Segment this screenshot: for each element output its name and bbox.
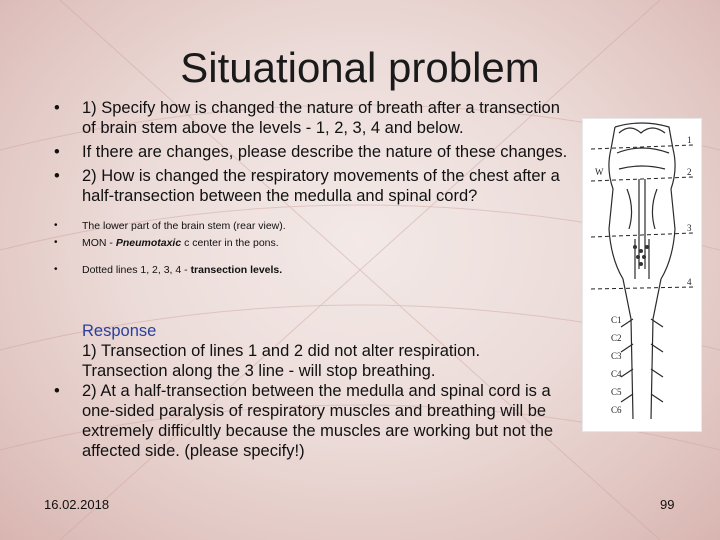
label-3: 3 bbox=[687, 223, 692, 233]
label-c4: C4 bbox=[611, 369, 622, 379]
label-c5: C5 bbox=[611, 387, 622, 397]
transection-line-4 bbox=[591, 287, 693, 289]
footer-page-number: 99 bbox=[660, 497, 675, 512]
brainstem-figure bbox=[582, 118, 702, 432]
note-pneumotaxic: Pneumotaxic bbox=[115, 237, 182, 249]
spinal-roots bbox=[621, 319, 663, 402]
note-brainstem: The lower part of the brain stem (rear view). bbox=[82, 220, 286, 232]
response-line-3: 2) At a half-transection between the medulla and spinal cord is a one-sided paralysis of respiratory muscles and breathing will be extremely difficultly because the muscles are working but not the affected side. (please specify!) bbox=[82, 382, 554, 460]
response-line-2: Transection along the 3 line - will stop breathing. bbox=[82, 362, 436, 380]
label-1: 1 bbox=[687, 135, 692, 145]
response-heading: Response bbox=[82, 322, 157, 340]
label-c1: C1 bbox=[611, 315, 622, 325]
bullet-dot: • bbox=[54, 167, 60, 185]
question-1b-text: If there are changes, please describe the nature of these changes. bbox=[82, 143, 568, 161]
question-1-text: 1) Specify how is changed the nature of breath after a transection of brain stem above the levels - 1, 2, 3, 4 and below. bbox=[82, 99, 560, 137]
note-dotted-prefix: Dotted lines 1, 2, 3, 4 - bbox=[82, 264, 191, 276]
label-c3: C3 bbox=[611, 351, 622, 361]
bullet-item bbox=[48, 142, 578, 162]
response-line bbox=[48, 381, 588, 461]
label-c6: C6 bbox=[611, 405, 622, 415]
bullet-item bbox=[48, 166, 578, 206]
response-line-1: 1) Transection of lines 1 and 2 did not alter respiration. bbox=[82, 342, 481, 360]
label-2: 2 bbox=[687, 167, 692, 177]
bullet-dot: • bbox=[54, 220, 58, 231]
question-2-text: 2) How is changed the respiratory movements of the chest after a half-transection between the medulla and spinal cord? bbox=[82, 167, 560, 205]
note-item bbox=[48, 236, 578, 250]
label-c2: C2 bbox=[611, 333, 622, 343]
note-item bbox=[48, 219, 578, 233]
transection-line-3 bbox=[591, 233, 693, 237]
slide-title: Situational problem bbox=[180, 44, 540, 91]
bullet-dot: • bbox=[54, 99, 60, 117]
response-line bbox=[48, 341, 588, 361]
footer-date: 16.02.2018 bbox=[44, 497, 110, 512]
response-line bbox=[48, 361, 588, 381]
bullet-dot: • bbox=[54, 237, 58, 248]
question-list bbox=[48, 98, 578, 277]
bullet-dot: • bbox=[54, 264, 58, 275]
bullet-dot: • bbox=[54, 143, 60, 161]
label-w: W bbox=[595, 167, 604, 177]
transection-line-2 bbox=[591, 177, 693, 181]
brainstem-diagram bbox=[583, 119, 701, 431]
note-mon-suffix: c center in the pons. bbox=[181, 237, 279, 249]
note-mon-prefix: MON - bbox=[82, 237, 116, 249]
bullet-item bbox=[48, 98, 578, 138]
bullet-dot: • bbox=[54, 382, 60, 400]
response-block bbox=[48, 322, 588, 461]
note-item bbox=[48, 263, 578, 277]
label-4: 4 bbox=[687, 277, 692, 287]
upper-lobes bbox=[617, 128, 669, 169]
note-transection-levels: transection levels. bbox=[190, 264, 283, 276]
